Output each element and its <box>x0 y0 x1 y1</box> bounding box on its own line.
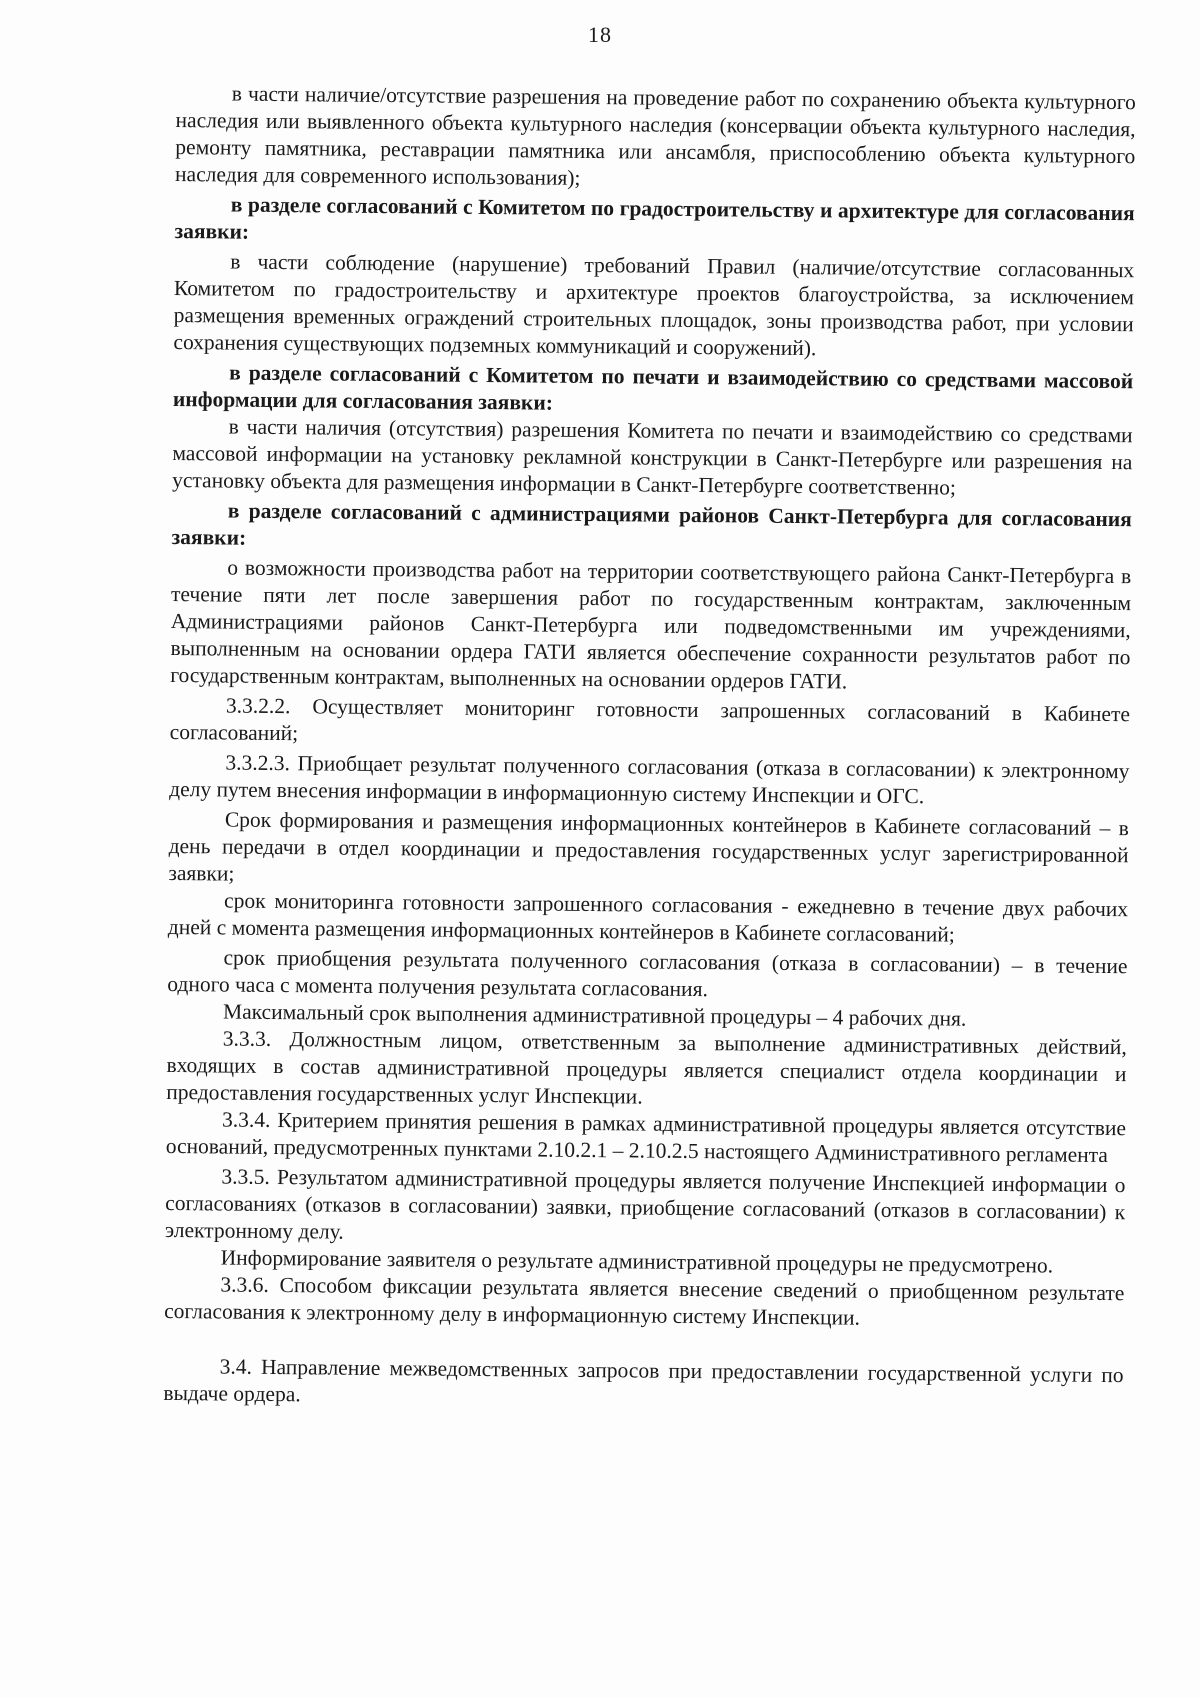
page-number: 18 <box>588 22 612 47</box>
paragraph: 3.3.5. Результатом административной процедуры является получение Инспекцией информации о согласованиях (отказов в согласовании) заявки, приобщение согласований (отказов в согласовании) к электронному делу. <box>164 1164 1126 1244</box>
paragraph: 3.3.4. Критерием принятия решения в рамках административной процедуры является отсутствие оснований, предусмотренных пунктами 2.10.2.1 – 2.10.2.5 настоящего Административного регламента <box>165 1107 1127 1167</box>
section-title: 3.4. Направление межведомственных запросов при предоставлении государственной услуги по выдаче ордера. <box>163 1354 1124 1407</box>
paragraph: о возможности производства работ на территории соответствующего района Санкт-Петербурга в течение пяти лет после завершения работ по государственным контрактам, заключенным Администрациями районов Санкт-Петербурга или подведомственными им учреждениями, выполненным на основании ордера ГАТИ является обеспечение сохранности результатов работ по государственным контрактам, выполненных на основании ордеров ГАТИ. <box>170 555 1132 694</box>
paragraph: в части наличие/отсутствие разрешения на проведение работ по сохранению объекта культурного наследия или выявленного объекта культурного наследия (консервации объекта культурного наследия, ремонту памятника, реставрации памятника или ансамбля, приспособлению объекта культурного наследия для современного использования); <box>174 81 1136 190</box>
paragraph: 3.3.2.3. Приобщает результат полученного согласования (отказа в согласовании) к электронному делу путем внесения информации в информационную систему Инспекции и ОГС. <box>169 750 1130 809</box>
paragraph: 3.3.2.2. Осуществляет мониторинг готовности запрошенных согласований в Кабинете согласований; <box>169 693 1131 746</box>
paragraph: в части соблюдение (нарушение) требований Правил (наличие/отсутствие согласованных Комитетом по градостроительству и архитектуре проектов благоустройства, за исключением размещения временных ограждений строительных площадок, зоны производства работ, при условии сохранения существующих подземных коммуникаций и сооружений). <box>173 249 1135 361</box>
paragraph: Информирование заявителя о результате административной процедуры не предусмотрено. <box>220 1245 1054 1278</box>
section-heading: в разделе согласований с Комитетом по градостроительству и архитектуре для согласования заявки: <box>174 192 1135 244</box>
paragraph: срок приобщения результата полученного согласования (отказа в согласовании) – в течение одного часа с момента получения результата согласования. <box>167 945 1128 1002</box>
document-body <box>163 80 1136 1416</box>
paragraph: срок мониторинга готовности запрошенного согласования - ежедневно в течение двух рабочих дней с момента размещения информационных контейнеров в Кабинете согласований; <box>167 888 1129 947</box>
paragraph: 3.3.3. Должностным лицом, ответственным за выполнение административных действий, входящих в состав административной процедуры является специалист отдела координации и предоставления государственных услуг Инспекции. <box>166 1026 1127 1109</box>
paragraph: 3.3.6. Способом фиксации результата является внесение сведений о приобщенном результате согласования к электронному делу в информационную систему Инспекции. <box>164 1272 1125 1330</box>
paragraph: в части наличия (отсутствия) разрешения Комитета по печати и взаимодействию со средствами массовой информации на установку рекламной конструкции в Санкт-Петербурге или разрешения на установку объекта для размещения информации в Санкт-Петербурге соответственно; <box>172 414 1133 500</box>
paragraph: Максимальный срок выполнения административной процедуры – 4 рабочих дня. <box>222 999 967 1031</box>
section-heading: в разделе согласований с Комитетом по печати и взаимодействию со средствами массовой информации для согласования заявки: <box>172 360 1134 415</box>
paragraph: Срок формирования и размещения информационных контейнеров в Кабинете согласований – в день передачи в отдел координации и предоставления государственных услуг зарегистрированной заявки; <box>168 807 1129 886</box>
section-heading: в разделе согласований с администрациями районов Санкт-Петербурга для согласования заявки: <box>171 498 1132 550</box>
